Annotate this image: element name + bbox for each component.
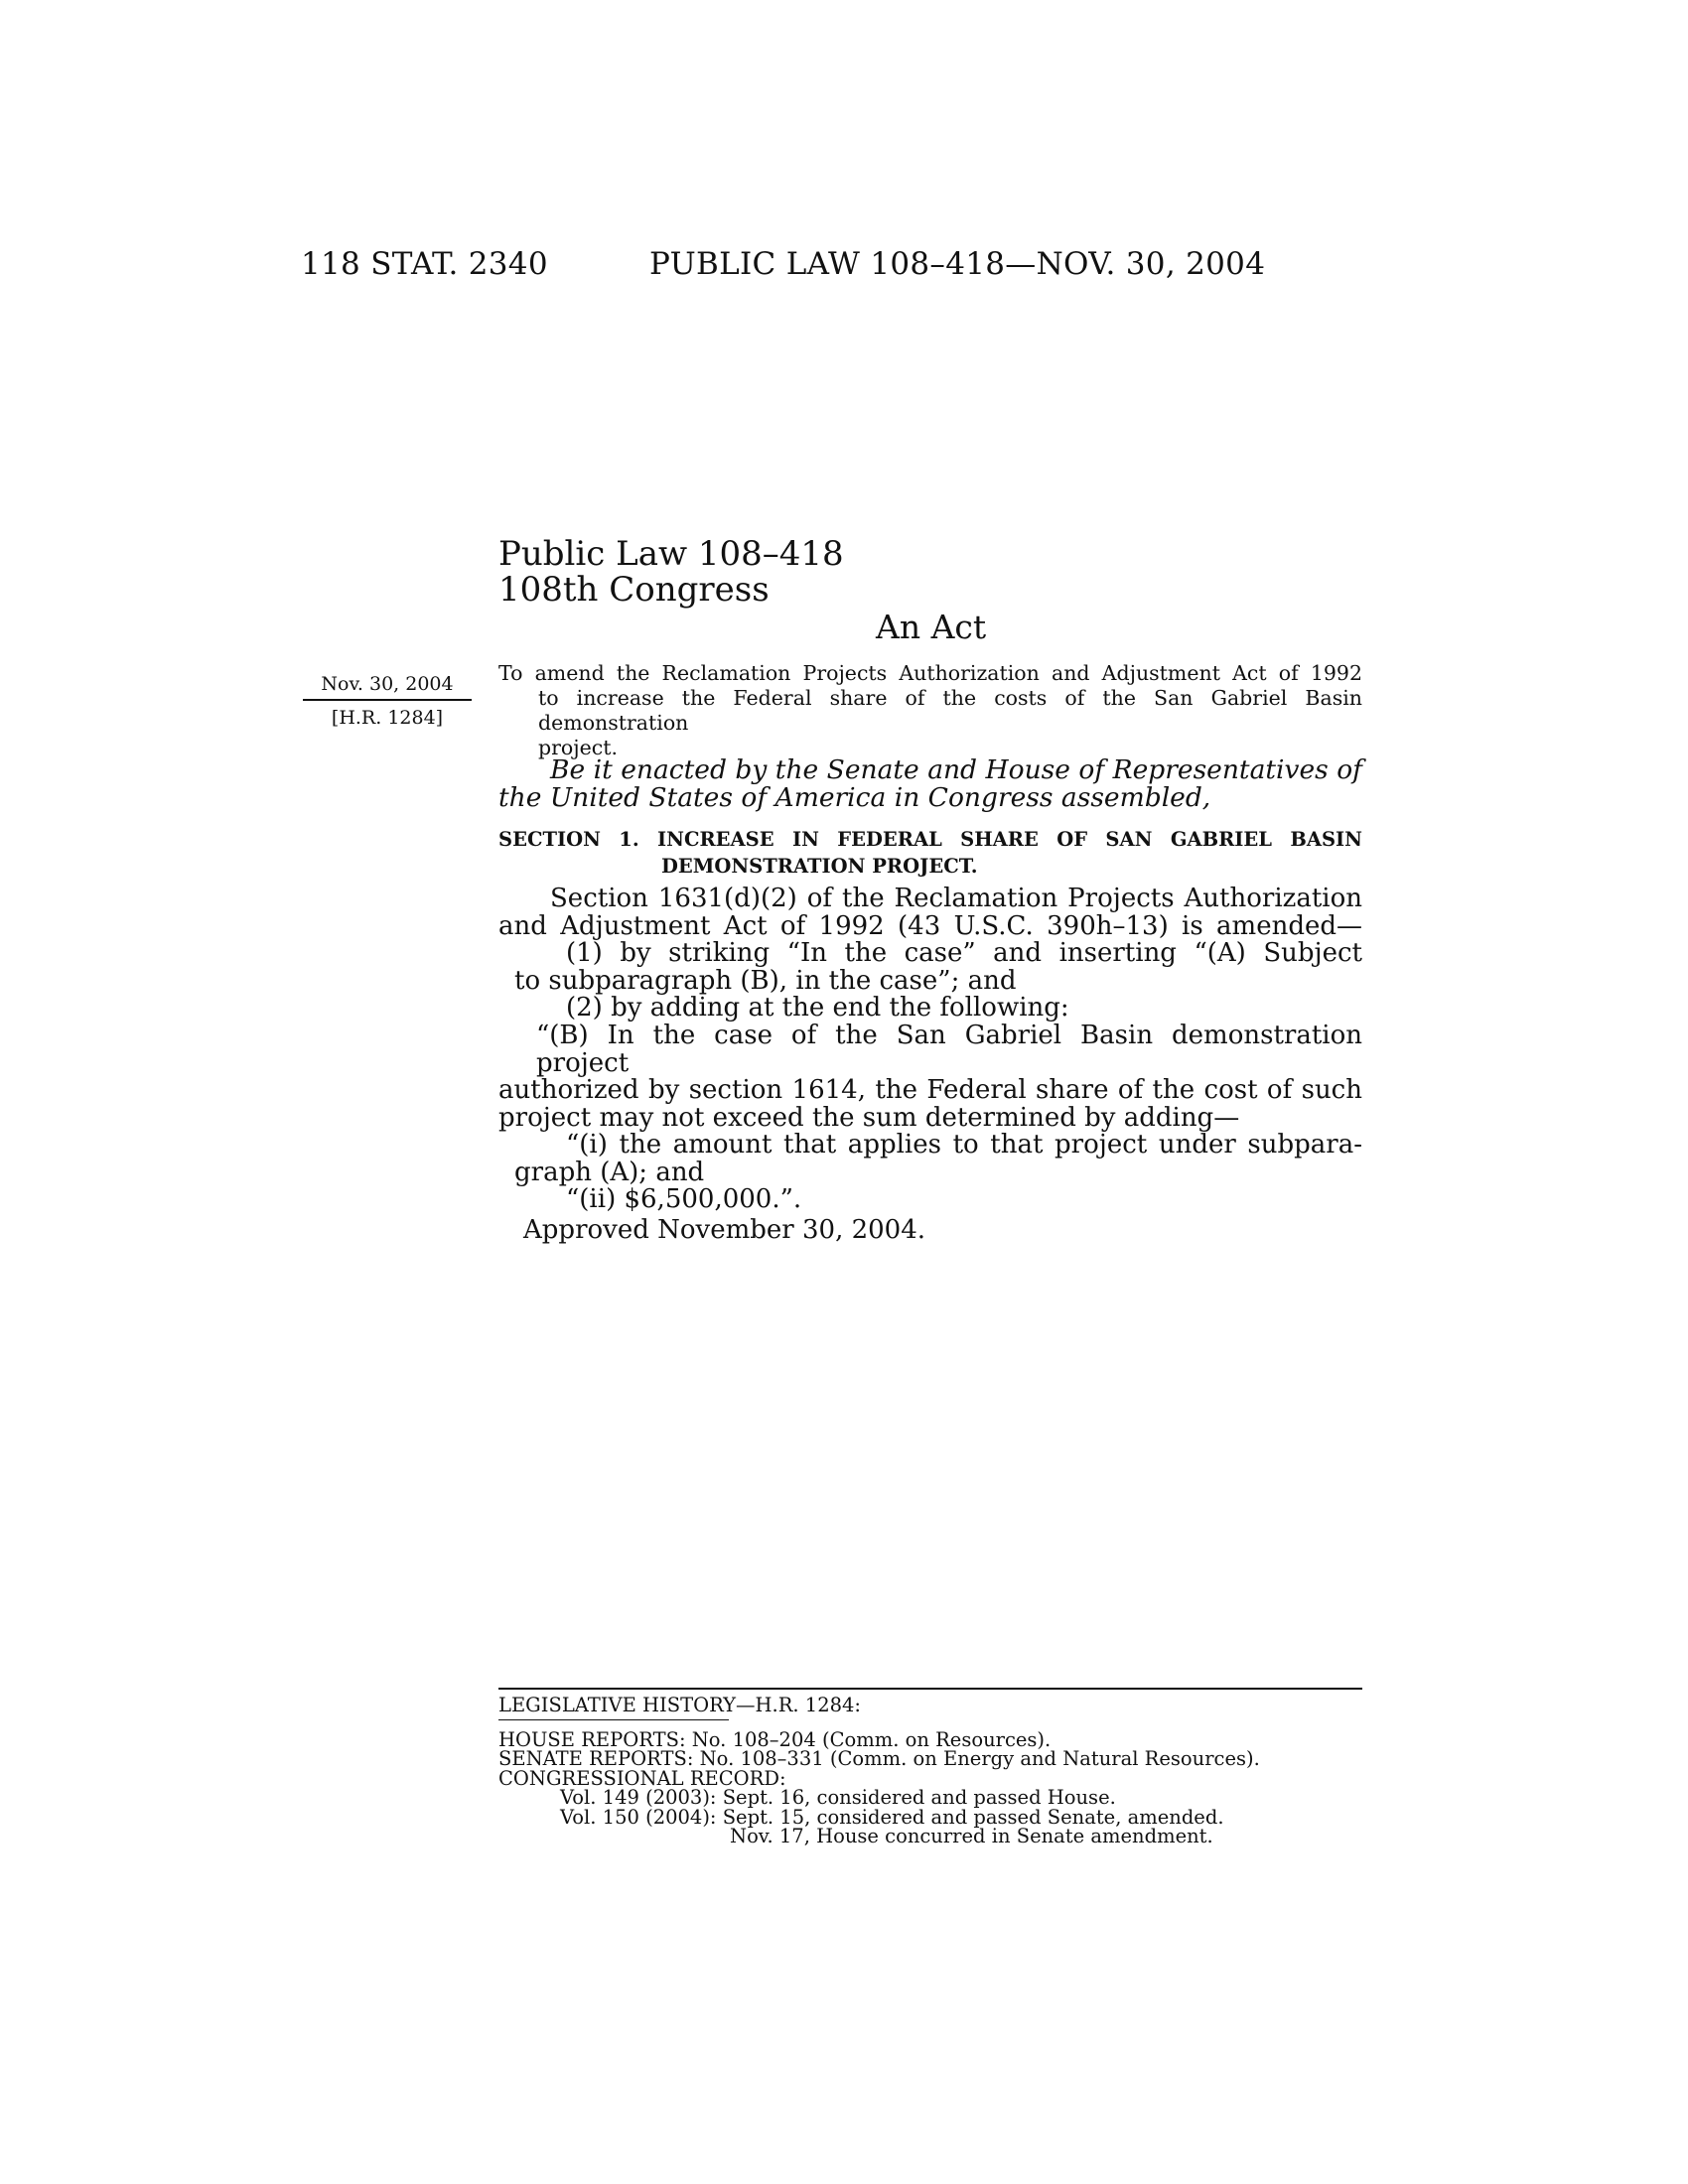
public-law-number: Public Law 108–418 [498,534,844,574]
margin-note-bill: [H.R. 1284] [331,707,444,729]
purpose-line-2: to increase the Federal share of the costs of the San Gabriel Basin demonstration [538,686,1362,735]
clause-i-line-1: “(i) the amount that applies to that project under subpara- [566,1130,1362,1160]
subpara-b-line-3: project may not exceed the sum determined by adding— [498,1102,1240,1133]
enacting-clause [498,756,1362,812]
act-purpose [498,661,1362,760]
running-head-law-date: PUBLIC LAW 108–418—NOV. 30, 2004 [649,246,1266,282]
senate-reports: SENATE REPORTS: No. 108–331 (Comm. on Energy and Natural Resources). [498,1747,1260,1770]
an-act-heading: An Act [876,608,987,646]
margin-note [303,673,472,729]
section-heading [498,826,1362,880]
enacting-clause-line-2: the United States of America in Congress assembled, [498,782,1211,813]
purpose-line-1: To amend the Reclamation Projects Authorization and Adjustment Act of 1992 [498,661,1362,685]
legislative-history [498,1688,1362,1846]
congress-number: 108th Congress [498,570,770,610]
subpara-b-line-2: authorized by section 1614, the Federal share of the cost of such [498,1075,1362,1105]
item-1-line-2: to subparagraph (B), in the case”; and [514,965,1017,996]
margin-note-date: Nov. 30, 2004 [321,673,454,695]
congressional-record: CONGRESSIONAL RECORD: [498,1766,786,1790]
item-2: (2) by adding at the end the following: [566,993,1069,1023]
approval-date: Approved November 30, 2004. [523,1215,926,1245]
subparagraph-b [498,1023,1362,1214]
record-nov-17: Nov. 17, House concurred in Senate amendment. [730,1825,1213,1847]
record-vol-150: Vol. 150 (2004): Sept. 15, considered and passed Senate, amended. [560,1805,1224,1829]
section-heading-line-1: SECTION 1. INCREASE IN FEDERAL SHARE OF SAN GABRIEL BASIN [498,828,1362,851]
clause-ii: “(ii) $6,500,000.”. [566,1184,802,1214]
record-vol-149: Vol. 149 (2003): Sept. 16, considered and passed House. [560,1786,1116,1809]
purpose-line-3: project. [538,736,618,759]
section-heading-line-2: DEMONSTRATION PROJECT. [661,855,978,878]
stat-citation: 118 STAT. 2340 [301,246,548,282]
subpara-b-line-1: “(B) In the case of the San Gabriel Basin demonstration project [536,1021,1362,1078]
enacting-clause-line-1: Be it enacted by the Senate and House of Representatives of [550,754,1362,785]
legislative-history-top-rule [498,1688,1362,1690]
section-para-line-1: Section 1631(d)(2) of the Reclamation Projects Authorization [550,884,1362,913]
house-reports: HOUSE REPORTS: No. 108–204 (Comm. on Resources). [498,1727,1052,1751]
margin-note-rule [303,699,472,701]
clause-i-line-2: graph (A); and [514,1157,705,1187]
legislative-history-heading-rule [498,1719,729,1720]
item-1-line-1: (1) by striking “In the case” and inserting “(A) Subject [566,938,1362,968]
section-body [498,886,1362,1023]
section-para-line-2: and Adjustment Act of 1992 (43 U.S.C. 390h–13) is amended— [498,910,1362,941]
legislative-history-heading: LEGISLATIVE HISTORY—H.R. 1284: [498,1694,862,1716]
